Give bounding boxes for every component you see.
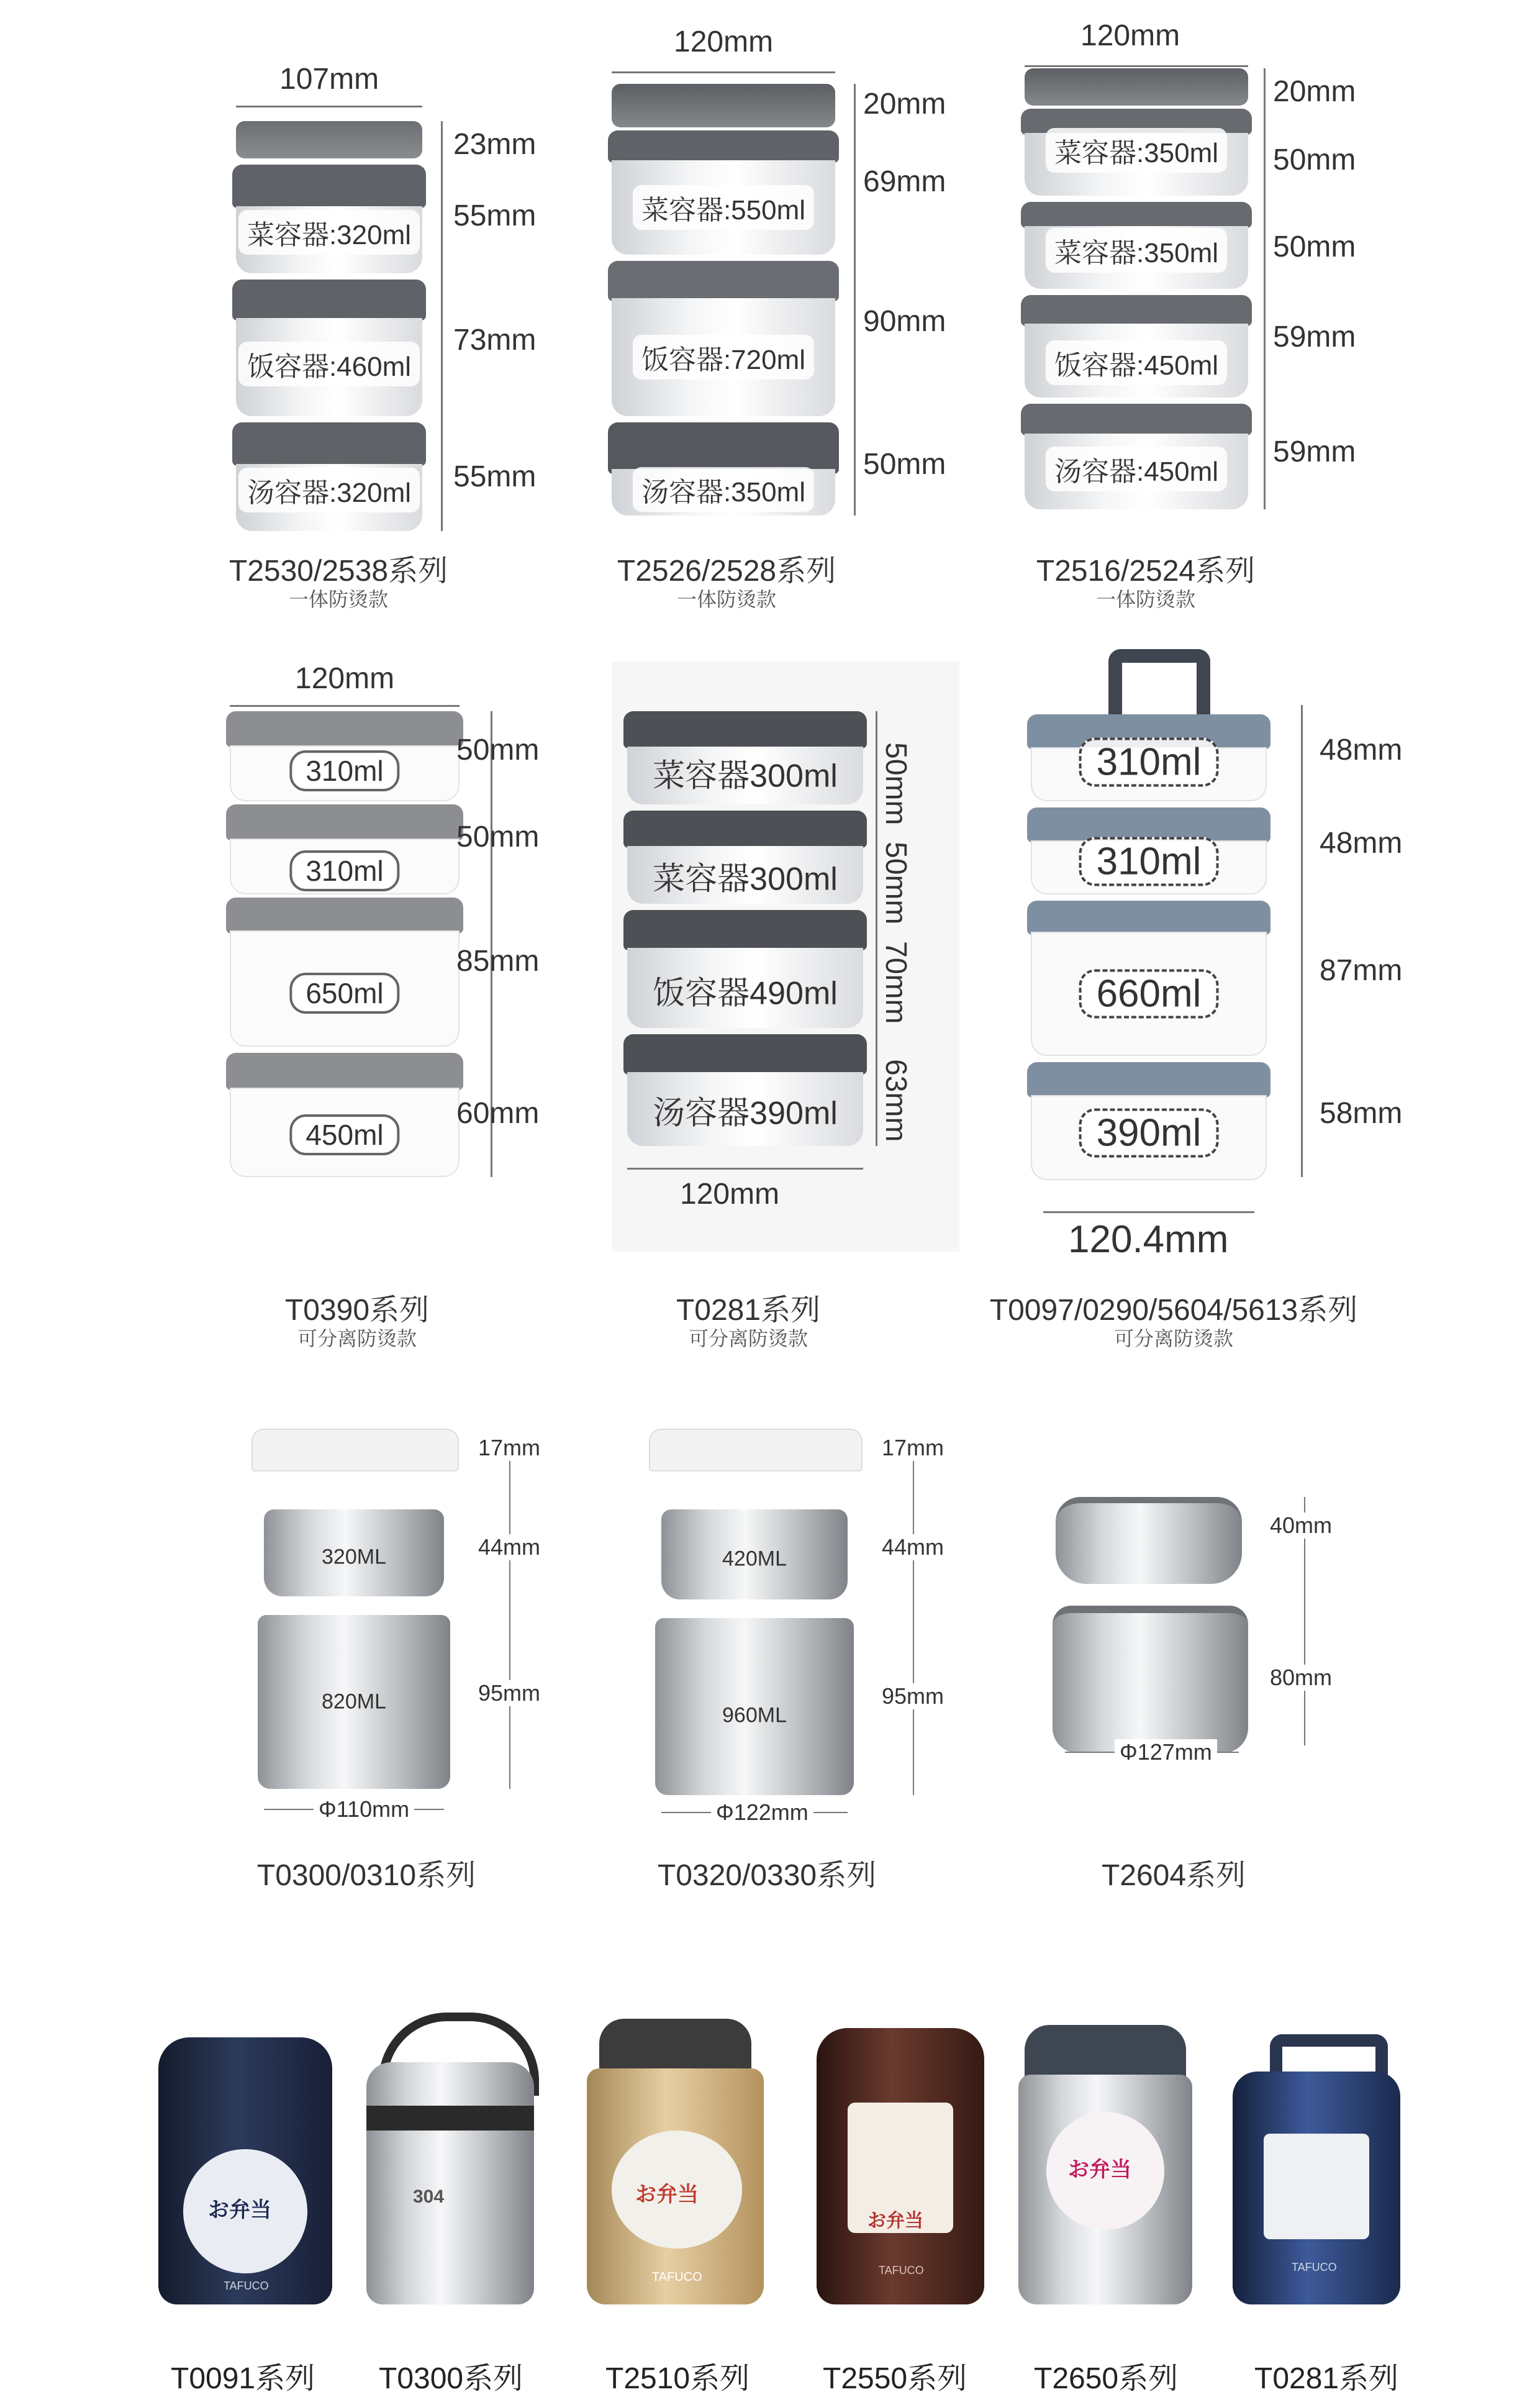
product-t0281: [612, 662, 959, 1252]
series-title: T2604系列: [1101, 1859, 1246, 1892]
jar-label-text: 304: [413, 2186, 445, 2207]
product-t0097: [1018, 640, 1403, 1261]
dim-3: 87mm: [1320, 954, 1403, 987]
product-t2526: [605, 25, 966, 509]
dim-3: 73mm: [453, 324, 537, 357]
brand-text: TAFUCO: [1292, 2261, 1337, 2273]
capacity-label: 汤容器:320ml: [238, 468, 420, 512]
series-title: T2550系列: [823, 2362, 967, 2395]
container-2: [627, 811, 863, 904]
series-title: T0091系列: [171, 2362, 315, 2395]
dim-1: 23mm: [453, 128, 537, 161]
dim-2: 69mm: [863, 165, 946, 198]
series-title: T0300/0310系列: [256, 1859, 476, 1892]
capacity-label: 饭容器490ml: [653, 975, 838, 1012]
upper-bowl: [1056, 1497, 1242, 1584]
dim-2: 48mm: [1320, 827, 1403, 860]
jar-t2650: [1018, 2025, 1192, 2304]
lid: [251, 1429, 459, 1471]
dim-2: 44mm: [478, 1534, 541, 1560]
height-line: [1264, 68, 1266, 509]
dim-3: 70mm: [879, 941, 912, 1024]
series-title: T2510系列: [605, 2362, 750, 2395]
container-1: [627, 711, 863, 804]
dim-1: 50mm: [879, 742, 912, 826]
container-3: [1025, 295, 1248, 398]
dim-3: 95mm: [882, 1683, 944, 1709]
width-label: Φ127mm: [1115, 1739, 1217, 1765]
dim-2: 50mm: [456, 821, 540, 853]
product-t0320: [640, 1410, 962, 1832]
container-1: [1031, 714, 1267, 801]
width-line: [612, 71, 835, 73]
capacity-label: 660ml: [1079, 970, 1219, 1019]
series-title: T2530/2538系列: [229, 555, 448, 588]
dim-1: 40mm: [1270, 1512, 1333, 1538]
dim-1: 50mm: [456, 734, 540, 766]
capacity-label: 450ml: [289, 1114, 399, 1155]
capacity-label: 310ml: [289, 750, 399, 791]
capacity-label: 菜容器:350ml: [1046, 128, 1227, 173]
jar-label-text: お弁当: [635, 2183, 699, 2206]
container-lid: [1025, 68, 1248, 106]
dim-4: 60mm: [456, 1097, 540, 1130]
product-t2604: [1043, 1478, 1366, 1789]
capacity-label: 汤容器:350ml: [633, 467, 814, 512]
dim-2: 80mm: [1270, 1665, 1333, 1690]
capacity-label: 960ML: [722, 1703, 787, 1727]
capacity-label: 汤容器390ml: [653, 1095, 838, 1132]
container-lid: [612, 84, 835, 127]
container-2: [236, 280, 422, 416]
series-title: T0281系列: [676, 1294, 821, 1327]
capacity-label: 420ML: [722, 1547, 787, 1571]
dim-4: 59mm: [1273, 321, 1356, 353]
container-3: [230, 898, 460, 1047]
product-t0390: [224, 662, 571, 1196]
container-2: [612, 261, 835, 416]
width-label: 120mm: [1080, 19, 1180, 52]
dim-2: 50mm: [1273, 143, 1356, 176]
height-line: [441, 121, 443, 531]
series-title: T2526/2528系列: [617, 555, 836, 588]
product-t2516: [1018, 19, 1379, 509]
container-4: [230, 1053, 460, 1177]
capacity-label: 320ML: [322, 1545, 386, 1569]
jar-label-text: お弁当: [208, 2198, 271, 2222]
capacity-label: 310ml: [289, 850, 399, 891]
height-line: [876, 711, 877, 1146]
dim-5: 59mm: [1273, 435, 1356, 468]
width-label: 120mm: [674, 25, 774, 58]
width-label: Φ122mm: [711, 1799, 813, 1826]
capacity-label: 310ml: [1079, 738, 1219, 787]
dim-2: 44mm: [882, 1534, 944, 1560]
series-title: T2650系列: [1034, 2362, 1179, 2395]
jar-label-text: お弁当: [1068, 2158, 1131, 2181]
capacity-label: 汤容器:450ml: [1046, 447, 1227, 491]
jar-label-text: お弁当: [867, 2211, 923, 2231]
container-4: [1031, 1062, 1267, 1180]
height-line: [854, 84, 856, 516]
jar-t2510: [587, 2019, 764, 2304]
capacity-label: 820ML: [322, 1690, 386, 1714]
capacity-label: 650ml: [289, 973, 399, 1014]
width-line: [230, 705, 460, 707]
height-line: [913, 1441, 914, 1795]
container-2: [230, 804, 460, 894]
dim-1: 20mm: [863, 88, 946, 121]
capacity-label: 菜容器:350ml: [1046, 228, 1227, 273]
height-line: [509, 1441, 510, 1789]
container-2: [1025, 202, 1248, 289]
container-4: [1025, 404, 1248, 509]
dim-4: 50mm: [863, 448, 946, 481]
jar-t0091: [158, 2025, 332, 2304]
brand-text: TAFUCO: [224, 2280, 269, 2292]
width-line: [1025, 65, 1248, 67]
dim-1: 48mm: [1320, 734, 1403, 766]
series-title: T0281系列: [1254, 2362, 1399, 2395]
width-line: [236, 106, 422, 107]
container-3: [627, 910, 863, 1028]
container-1: [612, 130, 835, 255]
series-title: T0320/0330系列: [657, 1859, 877, 1892]
series-subtitle: 一体防烫款: [1095, 588, 1195, 611]
height-line: [1301, 705, 1303, 1177]
brand-text: TAFUCO: [879, 2264, 924, 2276]
container-3: [612, 422, 835, 516]
dim-3: 50mm: [1273, 230, 1356, 263]
dim-4: 55mm: [453, 460, 537, 493]
series-title: T2516/2524系列: [1036, 555, 1256, 588]
lid: [649, 1429, 863, 1471]
capacity-label: 饭容器:450ml: [1046, 340, 1227, 385]
container-1: [236, 165, 422, 273]
width-label: Φ110mm: [314, 1796, 414, 1822]
capacity-label: 菜容器300ml: [653, 861, 838, 898]
dim-3: 85mm: [456, 945, 540, 978]
inner-bowl: [661, 1509, 848, 1599]
container-1: [1025, 109, 1248, 196]
series-subtitle: 一体防烫款: [676, 588, 776, 611]
brand-text: TAFUCO: [652, 2270, 702, 2284]
product-t0300: [242, 1410, 565, 1832]
container-3: [1031, 901, 1267, 1056]
jar-t0300: [366, 2013, 534, 2304]
inner-bowl: [264, 1509, 444, 1596]
container-3: [236, 422, 422, 531]
main-bowl: [258, 1615, 450, 1789]
dim-3: 95mm: [478, 1680, 541, 1706]
width-label: 120mm: [680, 1178, 780, 1211]
capacity-label: 菜容器300ml: [653, 758, 838, 794]
dim-2: 55mm: [453, 199, 537, 232]
width-label: 120.4mm: [1068, 1218, 1229, 1261]
series-subtitle: 可分离防烫款: [688, 1327, 808, 1350]
series-subtitle: 一体防烫款: [288, 588, 388, 611]
container-lid: [236, 121, 422, 158]
dim-1: 20mm: [1273, 75, 1356, 108]
series-title: T0390系列: [284, 1294, 430, 1327]
dim-3: 90mm: [863, 305, 946, 338]
width-line: [1043, 1211, 1254, 1213]
dim-4: 58mm: [1320, 1097, 1403, 1130]
capacity-label: 菜容器:550ml: [633, 185, 814, 230]
product-t2530: [224, 62, 537, 509]
dim-4: 63mm: [879, 1059, 912, 1142]
container-2: [1031, 807, 1267, 894]
container-1: [230, 711, 460, 801]
series-title: T0300系列: [379, 2362, 523, 2395]
jar-t0281: [1233, 2034, 1400, 2304]
capacity-label: 菜容器:320ml: [238, 210, 420, 255]
capacity-label: 390ml: [1079, 1109, 1219, 1158]
capacity-label: 饭容器:720ml: [633, 335, 814, 380]
series-subtitle: 可分离防烫款: [297, 1327, 417, 1350]
capacity-label: 310ml: [1079, 837, 1219, 886]
width-label: 120mm: [295, 662, 395, 695]
jar-t2550: [817, 2028, 984, 2304]
lower-pot: [1053, 1606, 1248, 1753]
width-line: [627, 1168, 863, 1170]
main-bowl: [655, 1618, 854, 1795]
series-title: T0097/0290/5604/5613系列: [989, 1294, 1358, 1327]
dim-2: 50mm: [879, 842, 912, 925]
series-subtitle: 可分离防烫款: [1113, 1327, 1233, 1350]
dim-1: 17mm: [882, 1435, 944, 1460]
dim-1: 17mm: [478, 1435, 541, 1460]
width-label: 107mm: [279, 63, 379, 96]
container-4: [627, 1034, 863, 1146]
capacity-label: 饭容器:460ml: [238, 342, 420, 386]
